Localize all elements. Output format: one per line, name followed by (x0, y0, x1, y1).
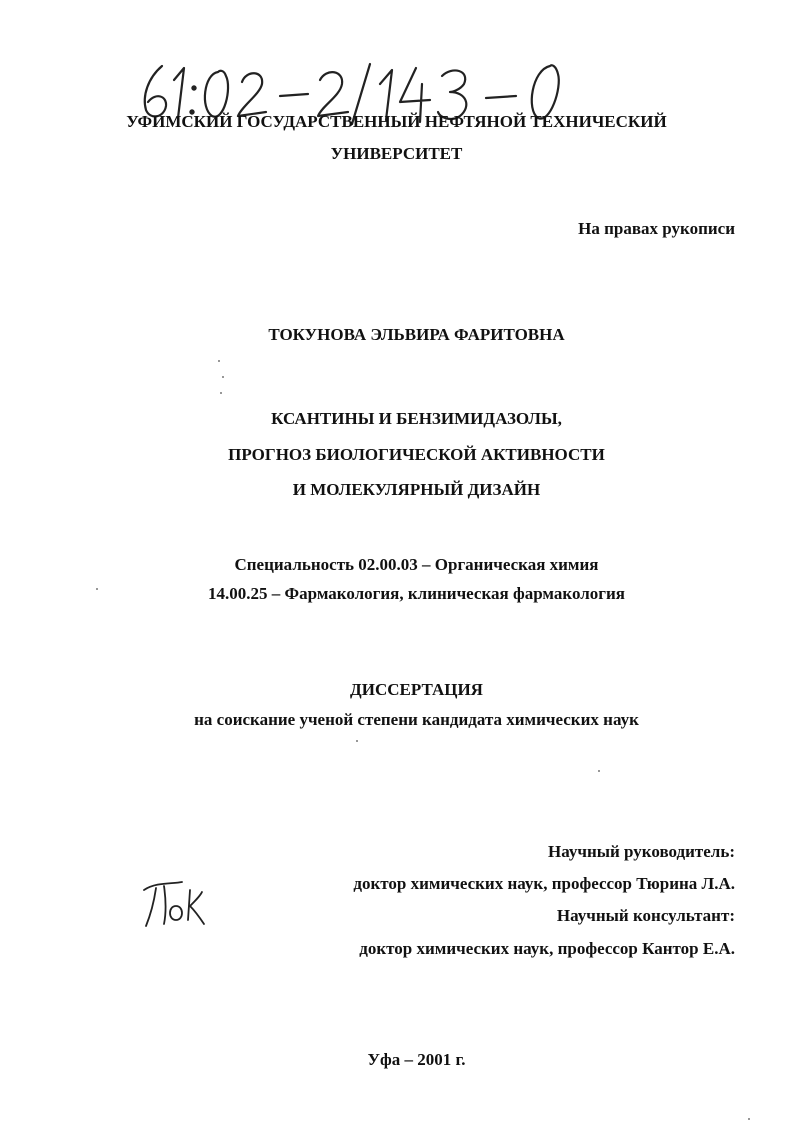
title-line3: И МОЛЕКУЛЯРНЫЙ ДИЗАЙН (292, 480, 541, 499)
scan-speck (96, 588, 98, 590)
rights-note: На правах рукописи (578, 219, 735, 238)
scan-speck (222, 376, 224, 378)
author-name: ТОКУНОВА ЭЛЬВИРА ФАРИТОВНА (268, 325, 565, 344)
scan-speck (220, 392, 222, 394)
scan-speck (598, 770, 600, 772)
title-line2: ПРОГНОЗ БИОЛОГИЧЕСКОЙ АКТИВНОСТИ (228, 445, 605, 464)
consultant-label: Научный консультант: (556, 906, 735, 925)
handwritten-signature (138, 876, 208, 930)
specialty-line2: 14.00.25 – Фармакология, клиническая фармакология (208, 584, 625, 603)
supervisor-name: доктор химических наук, профессор Тюрина Л.А. (353, 874, 735, 893)
scan-speck (356, 740, 358, 742)
specialty-line1: Специальность 02.00.03 – Органическая химия (234, 555, 599, 574)
place-and-year: Уфа – 2001 г. (367, 1050, 466, 1069)
supervisor-label: Научный руководитель: (548, 842, 735, 861)
title-line1: КСАНТИНЫ И БЕНЗИМИДАЗОЛЫ, (271, 409, 562, 428)
degree-line: на соискание ученой степени кандидата химических наук (194, 710, 639, 729)
consultant-name: доктор химических наук, профессор Кантор Е.А. (359, 939, 735, 958)
document-type: ДИССЕРТАЦИЯ (350, 680, 483, 699)
university-name-line1: УФИМСКИЙ ГОСУДАРСТВЕННЫЙ НЕФТЯНОЙ ТЕХНИЧЕСКИЙ (126, 112, 667, 131)
scan-speck (748, 1118, 750, 1120)
university-name-line2: УНИВЕРСИТЕТ (330, 144, 463, 163)
scan-speck (218, 360, 220, 362)
